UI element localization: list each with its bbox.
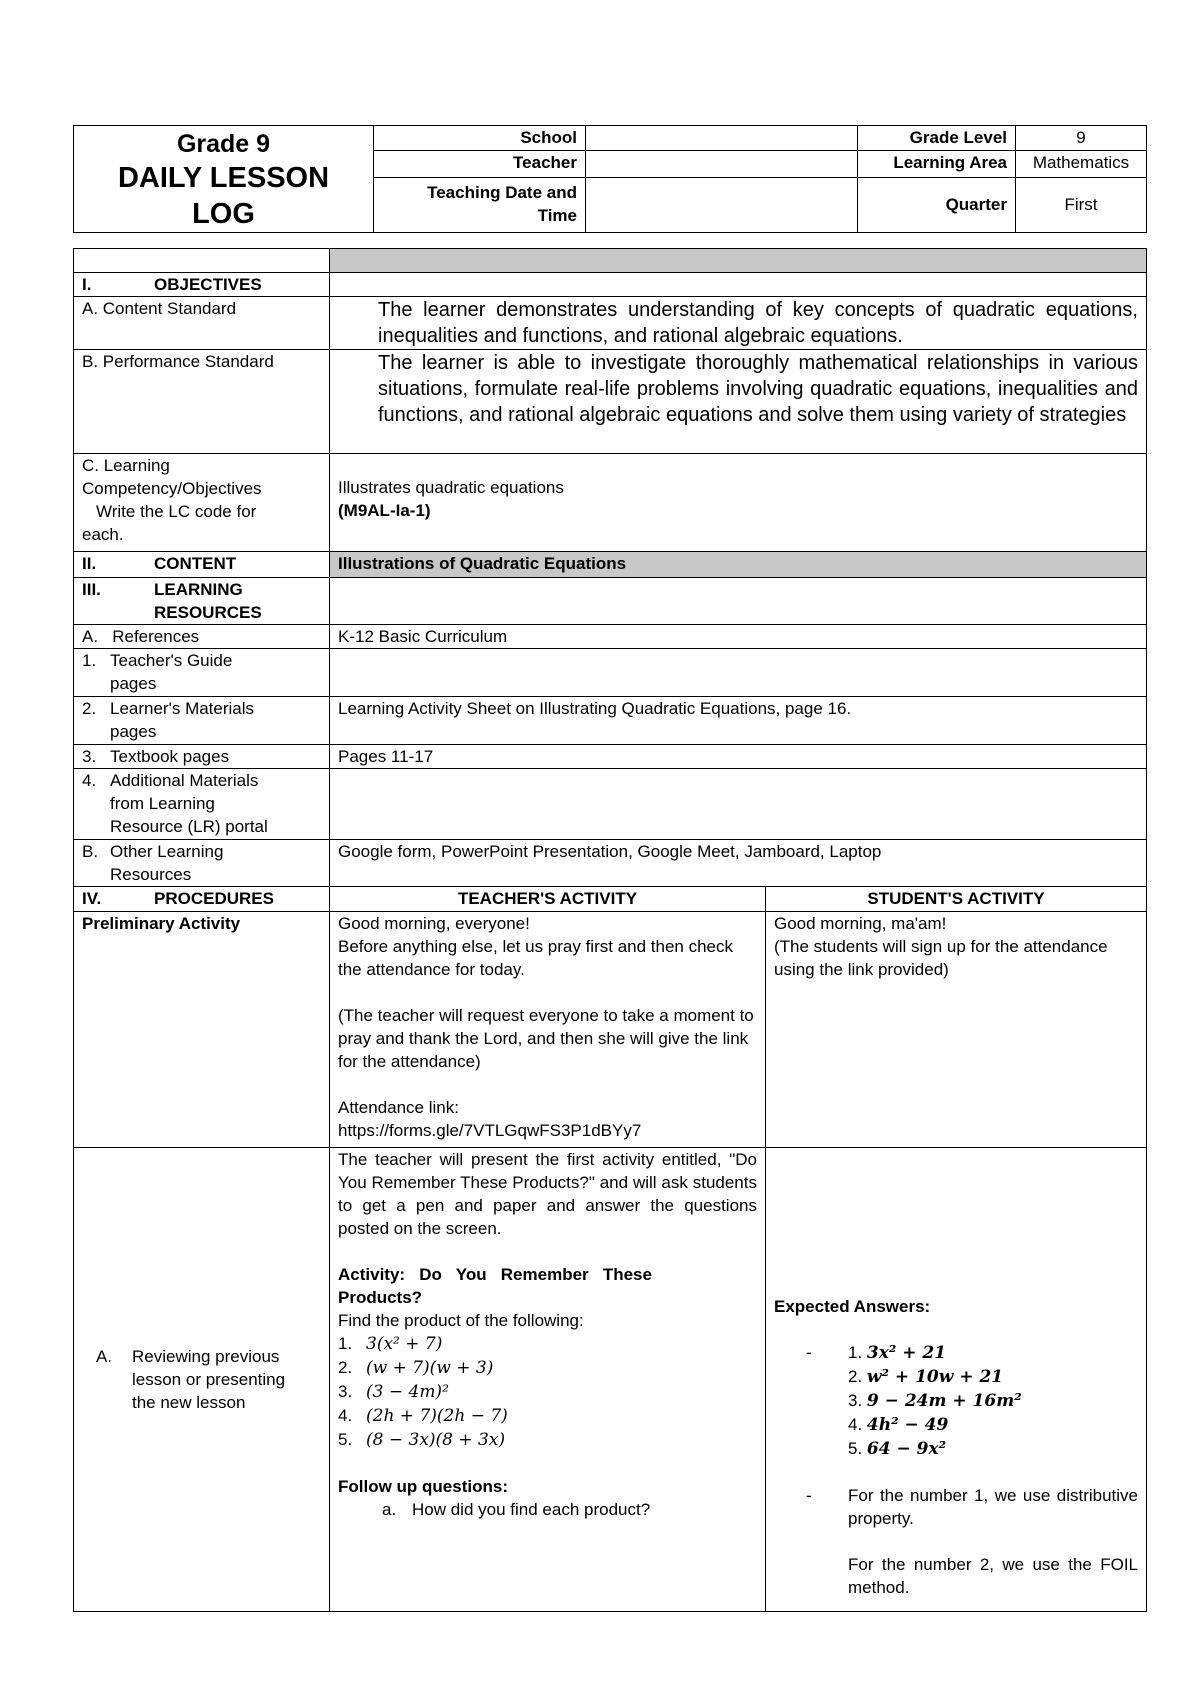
competency-label-3: Write the LC code for (96, 502, 257, 521)
grade-level-value: 9 (1016, 126, 1147, 151)
other-num: B. (82, 842, 99, 861)
note-dash: - (806, 1486, 812, 1505)
review-teacher-cell (330, 1148, 766, 1612)
objectives-title: OBJECTIVES (154, 275, 262, 294)
followup-question: How did you find each product? (412, 1500, 651, 1519)
learning-area-label: Learning Area (858, 151, 1016, 177)
tb-label-text: Textbook pages (110, 747, 230, 766)
tg-label-1: Teacher's Guide (110, 651, 233, 670)
objectives-heading (74, 273, 330, 297)
prelim-student-cell (766, 912, 1147, 1148)
activity-instruction: Find the product of the following: (338, 1311, 584, 1330)
lm-label (74, 697, 330, 745)
tb-value: Pages 11-17 (330, 745, 1147, 769)
review-student-cell (766, 1148, 1147, 1612)
dll-title-1: DAILY LESSON (117, 162, 330, 194)
problem-expr: (w + 7)(w + 3) (366, 1358, 494, 1378)
teacher-field[interactable] (586, 151, 858, 177)
am-label-2: from Learning (110, 794, 215, 813)
answer-item: 2. w² + 10w + 21 (848, 1367, 1004, 1387)
tb-num: 3. (82, 747, 97, 766)
competency-text: Illustrates quadratic equations (338, 478, 564, 497)
student-activity-header: STUDENT'S ACTIVITY (766, 887, 1147, 912)
content-standard-text: The learner demonstrates understanding of key concepts of quadratic equations, inequalities and functions, and rational algebraic equations. (330, 297, 1147, 350)
school-label: School (374, 126, 586, 151)
other-label (74, 840, 330, 887)
teacher-activity-header: TEACHER'S ACTIVITY (330, 887, 766, 912)
grade-level-label: Grade Level (858, 126, 1016, 151)
review-label-2: lesson or presenting (132, 1370, 286, 1389)
answer-dash: - (806, 1343, 812, 1362)
dll-title-2: LOG (192, 198, 255, 230)
school-field[interactable] (586, 126, 858, 151)
date-label-1: Teaching Date and (427, 182, 577, 202)
tg-label (74, 649, 330, 697)
followup-item (338, 1498, 757, 1521)
problem-expr: (2h + 7)(2h − 7) (366, 1406, 508, 1426)
review-letter: A. (96, 1347, 113, 1366)
tb-label (74, 745, 330, 769)
lm-label-2: pages (110, 722, 157, 741)
teacher-label: Teacher (374, 151, 586, 177)
problem-expr: (3 − 4m)² (366, 1382, 449, 1402)
procedures-title: PROCEDURES (154, 889, 274, 908)
procedures-heading (74, 887, 330, 912)
prelim-teacher-3: (The teacher will request everyone to take a moment to pray and thank the Lord, and then she will give the link for the attendance) (338, 1006, 754, 1071)
problem-expr: 3(x² + 7) (366, 1334, 443, 1354)
answer-item: 5. 64 − 9x² (848, 1439, 947, 1459)
date-label (374, 177, 586, 232)
answer-item: 4. 4h² − 49 (848, 1415, 949, 1435)
tg-label-2: pages (110, 674, 157, 693)
prelim-student-1: Good morning, ma'am! (774, 914, 947, 933)
am-num: 4. (82, 771, 97, 790)
date-field[interactable] (586, 177, 858, 232)
objectives-num: I. (82, 275, 92, 294)
content-standard-label: A. Content Standard (74, 297, 330, 350)
quarter-value: First (1016, 177, 1147, 232)
am-label-3: Resource (LR) portal (110, 817, 268, 836)
gray-header-cell (330, 249, 1147, 273)
problem-list (338, 1332, 757, 1452)
blank-header-cell (74, 249, 330, 273)
other-label-2: Resources (110, 865, 192, 884)
learning-area-value: Mathematics (1016, 151, 1147, 177)
answer-expr: 3x² + 21 (866, 1343, 947, 1363)
objectives-empty (330, 273, 1147, 297)
references-label: A. References (74, 625, 330, 649)
review-label-1: Reviewing previous (132, 1347, 280, 1366)
performance-standard-label: B. Performance Standard (74, 350, 330, 454)
competency-label (74, 454, 330, 552)
answer-expr: 9 − 24m + 16m² (866, 1391, 1022, 1411)
activity-title-2: Products? (338, 1288, 423, 1307)
answer-note-1: For the number 1, we use distributive property. (848, 1486, 1138, 1528)
problem-item: 2. (w + 7)(w + 3) (338, 1358, 494, 1378)
answer-expr: 64 − 9x² (866, 1439, 947, 1459)
resources-title-2: RESOURCES (154, 603, 262, 622)
followup-letter: a. (382, 1500, 397, 1519)
answer-list (774, 1341, 1138, 1461)
tg-value (330, 649, 1147, 697)
am-label (74, 769, 330, 840)
prelim-teacher-1: Good morning, everyone! (338, 914, 530, 933)
references-value: K-12 Basic Curriculum (330, 625, 1147, 649)
followup-title: Follow up questions: (338, 1477, 508, 1496)
quarter-label: Quarter (858, 177, 1016, 232)
resources-empty (330, 578, 1147, 625)
lesson-table (73, 248, 1147, 1612)
attendance-link[interactable]: https://forms.gle/7VTLGqwFS3P1dBYy7 (338, 1121, 642, 1140)
review-label-cell (74, 1148, 330, 1612)
lm-num: 2. (82, 699, 97, 718)
resources-heading (74, 578, 330, 625)
content-value: Illustrations of Quadratic Equations (330, 552, 1147, 578)
answer-expr: 4h² − 49 (866, 1415, 949, 1435)
date-label-2: Time (537, 205, 577, 225)
competency-code: (M9AL-Ia-1) (338, 501, 431, 520)
problem-expr: (8 − 3x)(8 + 3x) (366, 1430, 506, 1450)
resources-num: III. (82, 580, 101, 599)
grade-title: Grade 9 (176, 130, 271, 158)
procedures-num: IV. (82, 889, 102, 908)
competency-cell (330, 454, 1147, 552)
expected-title: Expected Answers: (774, 1297, 931, 1316)
header-table (73, 125, 1147, 233)
competency-label-4: each. (82, 525, 124, 544)
answer-note-2: For the number 2, we use the FOIL method. (848, 1555, 1138, 1597)
prelim-teacher-cell (330, 912, 766, 1148)
activity-title-1: Activity: Do You Remember These (338, 1265, 652, 1284)
review-label-3: the new lesson (132, 1393, 246, 1412)
problem-item: 3. (3 − 4m)² (338, 1382, 449, 1402)
problem-item: 1. 3(x² + 7) (338, 1334, 443, 1354)
prelim-teacher-2: Before anything else, let us pray first and then check the attendance for today. (338, 937, 734, 979)
lm-label-1: Learner's Materials (110, 699, 255, 718)
prelim-teacher-4: Attendance link: (338, 1098, 459, 1117)
problem-item: 4. (2h + 7)(2h − 7) (338, 1406, 508, 1426)
review-intro: The teacher will present the first activity entitled, "Do You Remember These Products?" and will ask students to get a pen and paper and answer the questions posted on the screen. (338, 1150, 757, 1238)
answer-notes (774, 1484, 1138, 1599)
preliminary-label: Preliminary Activity (74, 912, 330, 1148)
content-heading (74, 552, 330, 578)
other-value: Google form, PowerPoint Presentation, Google Meet, Jamboard, Laptop (330, 840, 1147, 887)
resources-title-1: LEARNING (154, 580, 243, 599)
content-num: II. (82, 554, 97, 573)
performance-standard-text: The learner is able to investigate thoroughly mathematical relationships in various situations, formulate real-life problems involving quadratic equations, inequalities and functions, and rational algebraic equations and solve them using variety of strategies (330, 350, 1147, 454)
answer-item: 3. 9 − 24m + 16m² (848, 1391, 1022, 1411)
am-value (330, 769, 1147, 840)
tg-num: 1. (82, 651, 97, 670)
competency-label-2: Competency/Objectives (82, 479, 262, 498)
competency-label-1: C. Learning (82, 456, 170, 475)
problem-item: 5. (8 − 3x)(8 + 3x) (338, 1430, 506, 1450)
answer-expr: w² + 10w + 21 (866, 1367, 1004, 1387)
lm-value: Learning Activity Sheet on Illustrating Quadratic Equations, page 16. (330, 697, 1147, 745)
answer-item: 1. 3x² + 21 (848, 1343, 947, 1363)
prelim-student-2: (The students will sign up for the attendance using the link provided) (774, 937, 1108, 979)
content-title: CONTENT (154, 554, 237, 573)
title-cell (74, 126, 374, 233)
am-label-1: Additional Materials (110, 771, 259, 790)
other-label-1: Other Learning (110, 842, 224, 861)
